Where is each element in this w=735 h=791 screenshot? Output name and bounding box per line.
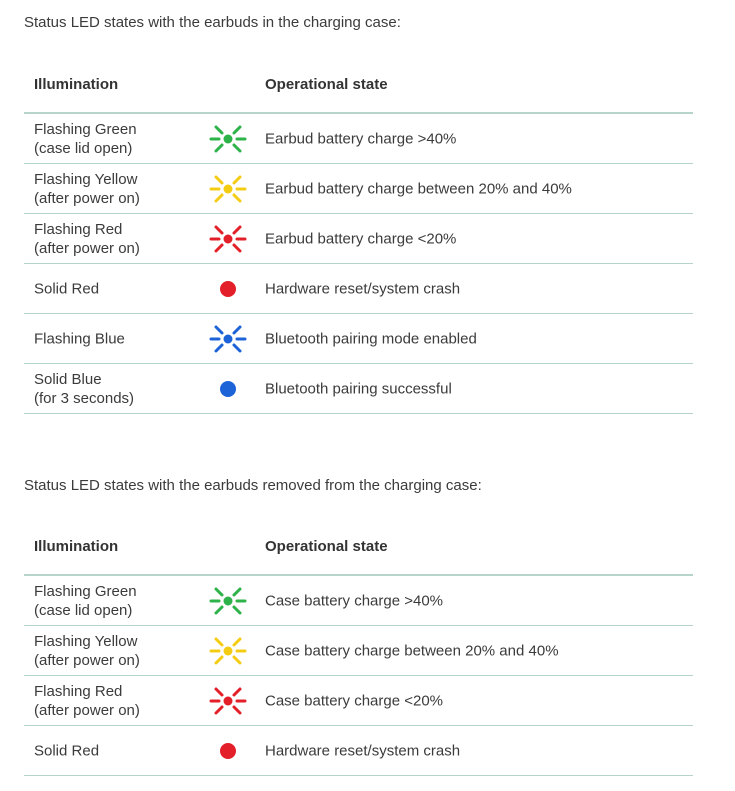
operational-state-cell: Case battery charge >40% (265, 592, 444, 609)
led-table-in-case (24, 66, 693, 414)
illumination-cell (34, 632, 140, 670)
table-row (24, 726, 693, 776)
led-table-removed (24, 528, 693, 776)
section2-caption: Status LED states with the earbuds removed from the charging case: (24, 477, 482, 494)
header-illumination: Illumination (34, 538, 119, 555)
illumination-label: Flashing Blue (34, 330, 125, 347)
illumination-label: Solid Blue (34, 370, 102, 388)
illumination-cell (34, 582, 137, 620)
illumination-note: (after power on) (34, 239, 140, 257)
flashing-led-icon (208, 681, 248, 721)
illumination-note: (case lid open) (34, 139, 133, 157)
operational-state-cell: Hardware reset/system crash (265, 742, 461, 759)
table-row (24, 314, 693, 364)
table-row (24, 114, 693, 164)
operational-state-cell: Bluetooth pairing mode enabled (265, 330, 477, 347)
header-operational-state: Operational state (265, 76, 388, 93)
operational-state-cell: Hardware reset/system crash (265, 280, 461, 297)
illumination-label: Flashing Red (34, 682, 123, 700)
illumination-cell (34, 220, 140, 258)
flashing-led-icon (208, 319, 248, 359)
operational-state-cell: Earbud battery charge >40% (265, 130, 457, 147)
flashing-led-icon (208, 169, 248, 209)
illumination-cell (34, 329, 125, 348)
flashing-led-icon (208, 219, 248, 259)
table-row (24, 164, 693, 214)
illumination-cell (34, 279, 99, 298)
operational-state-cell: Case battery charge between 20% and 40% (265, 642, 559, 659)
table-row (24, 214, 693, 264)
flashing-led-icon (208, 581, 248, 621)
illumination-label: Solid Red (34, 742, 100, 759)
header-operational-state: Operational state (265, 538, 388, 555)
illumination-cell (34, 682, 140, 720)
illumination-label: Flashing Green (34, 120, 137, 138)
table-row (24, 364, 693, 414)
illumination-label: Flashing Green (34, 582, 137, 600)
illumination-label: Flashing Yellow (34, 170, 138, 188)
illumination-cell (34, 741, 99, 760)
flashing-led-icon (208, 119, 248, 159)
flashing-led-icon (208, 631, 248, 671)
illumination-note: (after power on) (34, 651, 140, 669)
solid-led-icon (208, 731, 248, 771)
illumination-cell (34, 120, 137, 158)
operational-state-cell: Case battery charge <20% (265, 692, 444, 709)
table-row (24, 264, 693, 314)
illumination-note: (after power on) (34, 701, 140, 719)
table-body (24, 114, 693, 414)
table-header (24, 66, 693, 114)
operational-state-cell: Earbud battery charge <20% (265, 230, 457, 247)
illumination-note: (for 3 seconds) (34, 389, 135, 407)
illumination-note: (case lid open) (34, 601, 133, 619)
illumination-label: Flashing Yellow (34, 632, 138, 650)
illumination-cell (34, 370, 134, 408)
table-row (24, 676, 693, 726)
solid-led-icon (208, 269, 248, 309)
header-illumination: Illumination (34, 76, 119, 93)
solid-led-icon (208, 369, 248, 409)
illumination-cell (34, 170, 140, 208)
table-header (24, 528, 693, 576)
illumination-label: Flashing Red (34, 220, 123, 238)
operational-state-cell: Earbud battery charge between 20% and 40% (265, 180, 572, 197)
table-body (24, 576, 693, 776)
operational-state-cell: Bluetooth pairing successful (265, 380, 452, 397)
table-row (24, 626, 693, 676)
section1-caption: Status LED states with the earbuds in the charging case: (24, 14, 401, 31)
illumination-label: Solid Red (34, 280, 100, 297)
table-row (24, 576, 693, 626)
illumination-note: (after power on) (34, 189, 140, 207)
